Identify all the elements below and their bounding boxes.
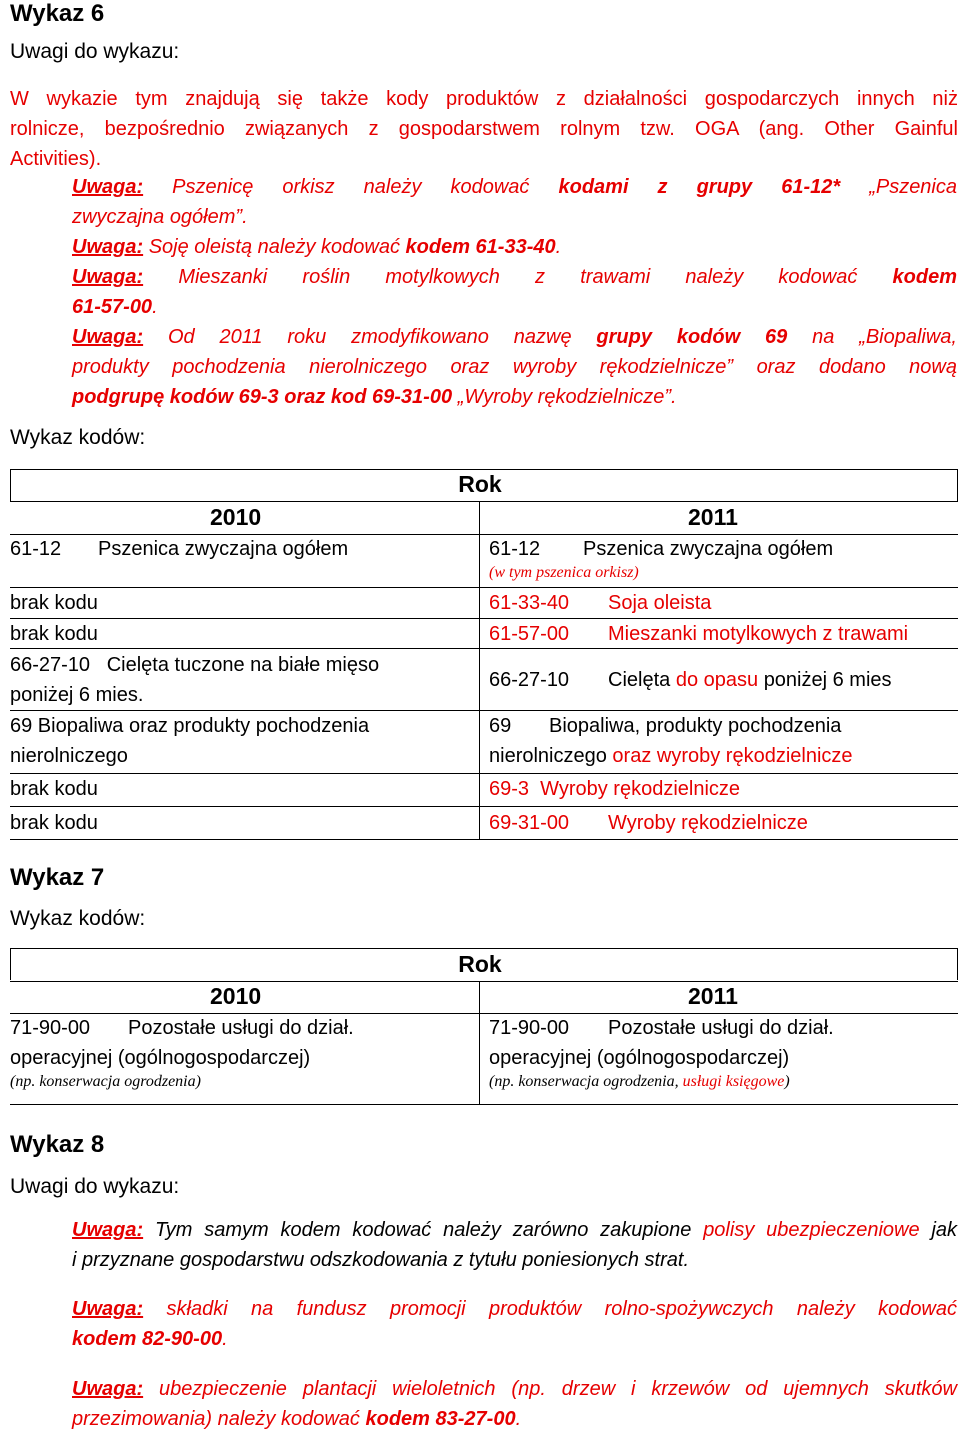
note-code: kodem 61-33-40: [405, 236, 556, 258]
table-cell: poniżej 6 mies.: [10, 684, 144, 706]
uwaga-label: Uwaga:: [72, 1378, 144, 1400]
note-text: produkty pochodzenia nierolniczego oraz wyroby rękodzielnicze” oraz dodano nową: [72, 356, 957, 378]
table-border: [10, 981, 958, 982]
table-cell: 69-31-00 Wyroby rękodzielnicze: [489, 812, 808, 834]
wykaz6-intro: [10, 84, 958, 174]
intro-line: rolnicze, bezpośrednio związanych z gospodarstwem rolnym tzw. OGA (ang. Other Gainful: [10, 118, 958, 140]
year-2010: 2010: [210, 983, 262, 1009]
table-cell-note: (np. konserwacja ogrodzenia, usługi księgowe): [489, 1073, 790, 1090]
table-cell: nierolniczego oraz wyroby rękodzielnicze: [489, 745, 853, 767]
table-cell-note: (np. konserwacja ogrodzenia): [10, 1073, 201, 1090]
wykaz6-note-4: [72, 322, 957, 412]
wykaz6-remarks-label: Uwagi do wykazu:: [10, 40, 180, 63]
note-text: i przyznane gospodarstwu odszkodowania z tytułu poniesionych strat.: [72, 1249, 690, 1271]
table-border: [479, 501, 480, 840]
table-border: [10, 501, 958, 502]
table-border: [10, 839, 958, 840]
table-cell: operacyjnej (ogólnogospodarczej): [10, 1047, 311, 1069]
table-border: [479, 981, 480, 1105]
wykaz6-heading: Wykaz 6: [10, 0, 105, 27]
wykaz7-heading: Wykaz 7: [10, 864, 105, 891]
uwaga-label: Uwaga:: [72, 1219, 144, 1241]
wykaz6-note-2: Uwaga: Soję oleistą należy kodować kodem 61-33-40.: [72, 236, 562, 258]
uwaga-label: Uwaga:: [72, 1298, 144, 1320]
year-2010: 2010: [210, 504, 262, 530]
uwaga-label: Uwaga:: [72, 266, 144, 288]
table-border: [10, 648, 958, 649]
table-cell-note: (w tym pszenica orkisz): [489, 564, 639, 581]
note-code: grupy kodów 69: [596, 326, 788, 348]
table-cell: 61-33-40 Soja oleista: [489, 592, 712, 614]
table-border: [10, 948, 958, 949]
uwaga-label: Uwaga:: [72, 326, 144, 348]
note-code: podgrupę kodów 69-3 oraz kod 69-31-00: [72, 386, 453, 408]
wykaz8-remarks-label: Uwagi do wykazu:: [10, 1175, 180, 1198]
table-cell: 66-27-10 Cielęta do opasu poniżej 6 mies: [489, 669, 892, 691]
wykaz8-note-2: Uwaga: składki na fundusz promocji produktów rolno-spożywczych należy kodować kodem 82-90-00.: [72, 1298, 958, 1350]
year-2011: 2011: [688, 983, 738, 1009]
wykaz8-note-1: [72, 1215, 957, 1275]
wykaz7-codes-label: Wykaz kodów:: [10, 907, 146, 930]
table-cell: brak kodu: [10, 592, 98, 614]
note-text: Mieszanki roślin motylkowych z trawami należy kodować: [178, 266, 858, 288]
table-cell: 61-57-00 Mieszanki motylkowych z trawami: [489, 623, 909, 645]
uwaga-label: Uwaga:: [72, 236, 144, 258]
year-2011: 2011: [688, 504, 738, 530]
table-cell: 61-12 Pszenica zwyczajna ogółem: [489, 538, 834, 560]
table-cell: 69-3 Wyroby rękodzielnicze: [489, 778, 741, 800]
table-border: [10, 469, 958, 470]
table-cell: 71-90-00 Pozostałe usługi do dział.: [10, 1017, 354, 1039]
intro-line: Activities).: [10, 148, 102, 170]
note-text: „Pszenica: [869, 176, 957, 198]
note-code: kodami z grupy 61-12*: [558, 176, 841, 198]
note-text: ubezpieczenie plantacji wieloletnich (np. drzew i krzewów od ujemnych skutków: [159, 1378, 957, 1400]
wykaz6-note-1: [72, 172, 957, 232]
note-text: składki na fundusz promocji produktów rolno-spożywczych należy kodować: [166, 1298, 958, 1320]
table-cell: brak kodu: [10, 812, 98, 834]
table-border: [10, 806, 958, 807]
table-cell: 61-12 Pszenica zwyczajna ogółem: [10, 538, 349, 560]
note-text: zwyczajna ogółem”.: [72, 206, 248, 228]
intro-line: W wykazie tym znajdują się także kody produktów z działalności gospodarczych innych niż: [10, 88, 958, 110]
note-code: 61-57-00: [72, 296, 153, 318]
table-cell: brak kodu: [10, 778, 98, 800]
note-code: kodem 83-27-00: [365, 1408, 516, 1430]
wykaz8-heading: Wykaz 8: [10, 1131, 105, 1158]
year-header-rok: Rok: [458, 951, 502, 977]
table-cell: 69 Biopaliwa oraz produkty pochodzenia: [10, 715, 370, 737]
table-cell: operacyjnej (ogólnogospodarczej): [489, 1047, 790, 1069]
wykaz6-note-3: Uwaga: Mieszanki roślin motylkowych z trawami należy kodować kodem 61-57-00.: [72, 266, 957, 318]
table-border: [10, 773, 958, 774]
table-cell: 69 Biopaliwa, produkty pochodzenia: [489, 715, 842, 737]
wykaz6-codes-label: Wykaz kodów:: [10, 426, 146, 449]
note-code: kodem: [892, 266, 957, 288]
table-cell: brak kodu: [10, 623, 98, 645]
note-text: Pszenicę orkisz należy kodować: [172, 176, 530, 198]
note-code: kodem 82-90-00: [72, 1328, 223, 1350]
wykaz8-note-3: Uwaga: ubezpieczenie plantacji wieloletnich (np. drzew i krzewów od ujemnych skutków przezimowania) należy kodować kodem 83-27-00.: [72, 1378, 957, 1430]
year-header-rok: Rok: [458, 471, 502, 497]
note-text: „Wyroby rękodzielnicze”.: [457, 386, 677, 408]
table-border: [10, 1104, 958, 1105]
uwaga-label: Uwaga:: [72, 176, 144, 198]
note-text: przezimowania) należy kodować: [72, 1408, 360, 1430]
table-border: [10, 587, 958, 588]
table-cell: nierolniczego: [10, 745, 128, 767]
note-text: jak: [931, 1219, 958, 1241]
note-text: Soję oleistą należy kodować: [148, 236, 400, 258]
note-text: Od 2011 roku zmodyfikowano nazwę: [167, 326, 572, 348]
note-highlight: polisy ubezpieczeniowe: [703, 1219, 920, 1241]
table-cell: 71-90-00 Pozostałe usługi do dział.: [489, 1017, 834, 1039]
table-cell: 66-27-10 Cielęta tuczone na białe mięso: [10, 654, 380, 676]
note-text: na „Biopaliwa,: [812, 326, 957, 348]
note-text: Tym samym kodem kodować należy zarówno zakupione: [154, 1219, 692, 1241]
